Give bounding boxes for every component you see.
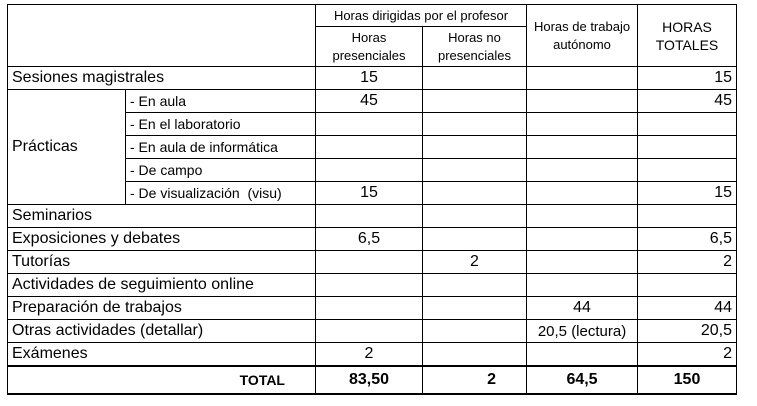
- cell-no-presenciales: [423, 67, 527, 90]
- cell-presenciales: [316, 205, 423, 228]
- cell-presenciales: [316, 251, 423, 274]
- cell-autonomo: [527, 136, 638, 159]
- cell-total: 15: [638, 182, 737, 205]
- cell-autonomo: [527, 113, 638, 136]
- cell-no-presenciales: [423, 320, 527, 343]
- cell-total: 2: [638, 251, 737, 274]
- cell-autonomo: 44: [527, 297, 638, 320]
- cell-autonomo: [527, 343, 638, 367]
- practicas-label: Prácticas: [8, 90, 126, 205]
- total-total: 150: [638, 366, 737, 394]
- row-label: - De visualización (visu): [126, 182, 316, 205]
- cell-autonomo: [527, 90, 638, 113]
- row-seminarios: [8, 205, 737, 228]
- row-total: [8, 366, 737, 394]
- cell-presenciales: 6,5: [316, 228, 423, 251]
- row-preparacion: [8, 297, 737, 320]
- cell-autonomo: 20,5 (lectura): [527, 320, 638, 343]
- cell-no-presenciales: [423, 274, 527, 297]
- cell-total: 2: [638, 343, 737, 367]
- row-practicas-aula: [8, 90, 737, 113]
- cell-total: [638, 274, 737, 297]
- cell-autonomo: [527, 67, 638, 90]
- cell-presenciales: 2: [316, 343, 423, 367]
- row-label: Tutorías: [8, 251, 316, 274]
- total-no-presenciales: 2: [423, 366, 527, 394]
- total-autonomo: 64,5: [527, 366, 638, 394]
- row-label: Seminarios: [8, 205, 316, 228]
- cell-no-presenciales: [423, 136, 527, 159]
- cell-total: 15: [638, 67, 737, 90]
- cell-no-presenciales: [423, 228, 527, 251]
- cell-presenciales: [316, 159, 423, 182]
- cell-no-presenciales: [423, 182, 527, 205]
- cell-presenciales: 15: [316, 67, 423, 90]
- row-sesiones: [8, 67, 737, 90]
- header-presenciales: Horas presenciales: [316, 27, 423, 67]
- cell-no-presenciales: [423, 113, 527, 136]
- cell-total: 20,5: [638, 320, 737, 343]
- row-label: Exposiciones y debates: [8, 228, 316, 251]
- cell-autonomo: [527, 159, 638, 182]
- row-label: - En aula de informática: [126, 136, 316, 159]
- row-label: - En el laboratorio: [126, 113, 316, 136]
- cell-presenciales: [316, 274, 423, 297]
- total-presenciales: 83,50: [316, 366, 423, 394]
- cell-no-presenciales: [423, 159, 527, 182]
- cell-presenciales: [316, 136, 423, 159]
- header-no-presenciales: Horas no presenciales: [423, 27, 527, 67]
- cell-total: [638, 205, 737, 228]
- row-label: Sesiones magistrales: [8, 67, 316, 90]
- cell-total: 44: [638, 297, 737, 320]
- cell-no-presenciales: [423, 205, 527, 228]
- row-label: - De campo: [126, 159, 316, 182]
- row-online: [8, 274, 737, 297]
- cell-autonomo: [527, 205, 638, 228]
- cell-presenciales: 15: [316, 182, 423, 205]
- row-label: - En aula: [126, 90, 316, 113]
- total-label: TOTAL: [8, 366, 316, 394]
- row-label: Otras actividades (detallar): [8, 320, 316, 343]
- cell-autonomo: [527, 274, 638, 297]
- row-examenes: [8, 343, 737, 367]
- row-label: Actividades de seguimiento online: [8, 274, 316, 297]
- cell-total: 6,5: [638, 228, 737, 251]
- cell-no-presenciales: 2: [423, 251, 527, 274]
- cell-total: [638, 159, 737, 182]
- cell-total: 45: [638, 90, 737, 113]
- row-label: Preparación de trabajos: [8, 297, 316, 320]
- cell-no-presenciales: [423, 343, 527, 367]
- cell-no-presenciales: [423, 297, 527, 320]
- cell-no-presenciales: [423, 90, 527, 113]
- cell-autonomo: [527, 251, 638, 274]
- header-empty-cell: [8, 5, 316, 67]
- header-autonomo: Horas de trabajo autónomo: [527, 5, 638, 67]
- header-row-1: [8, 5, 737, 27]
- cell-autonomo: [527, 182, 638, 205]
- row-tutorias: [8, 251, 737, 274]
- cell-total: [638, 136, 737, 159]
- cell-autonomo: [527, 228, 638, 251]
- row-otras: [8, 320, 737, 343]
- cell-total: [638, 113, 737, 136]
- row-label: Exámenes: [8, 343, 316, 367]
- cell-presenciales: 45: [316, 90, 423, 113]
- cell-presenciales: [316, 320, 423, 343]
- hours-table: [7, 4, 737, 395]
- cell-presenciales: [316, 297, 423, 320]
- row-exposiciones: [8, 228, 737, 251]
- header-directed: Horas dirigidas por el profesor: [316, 5, 527, 27]
- header-totales: HORAS TOTALES: [638, 5, 737, 67]
- cell-presenciales: [316, 113, 423, 136]
